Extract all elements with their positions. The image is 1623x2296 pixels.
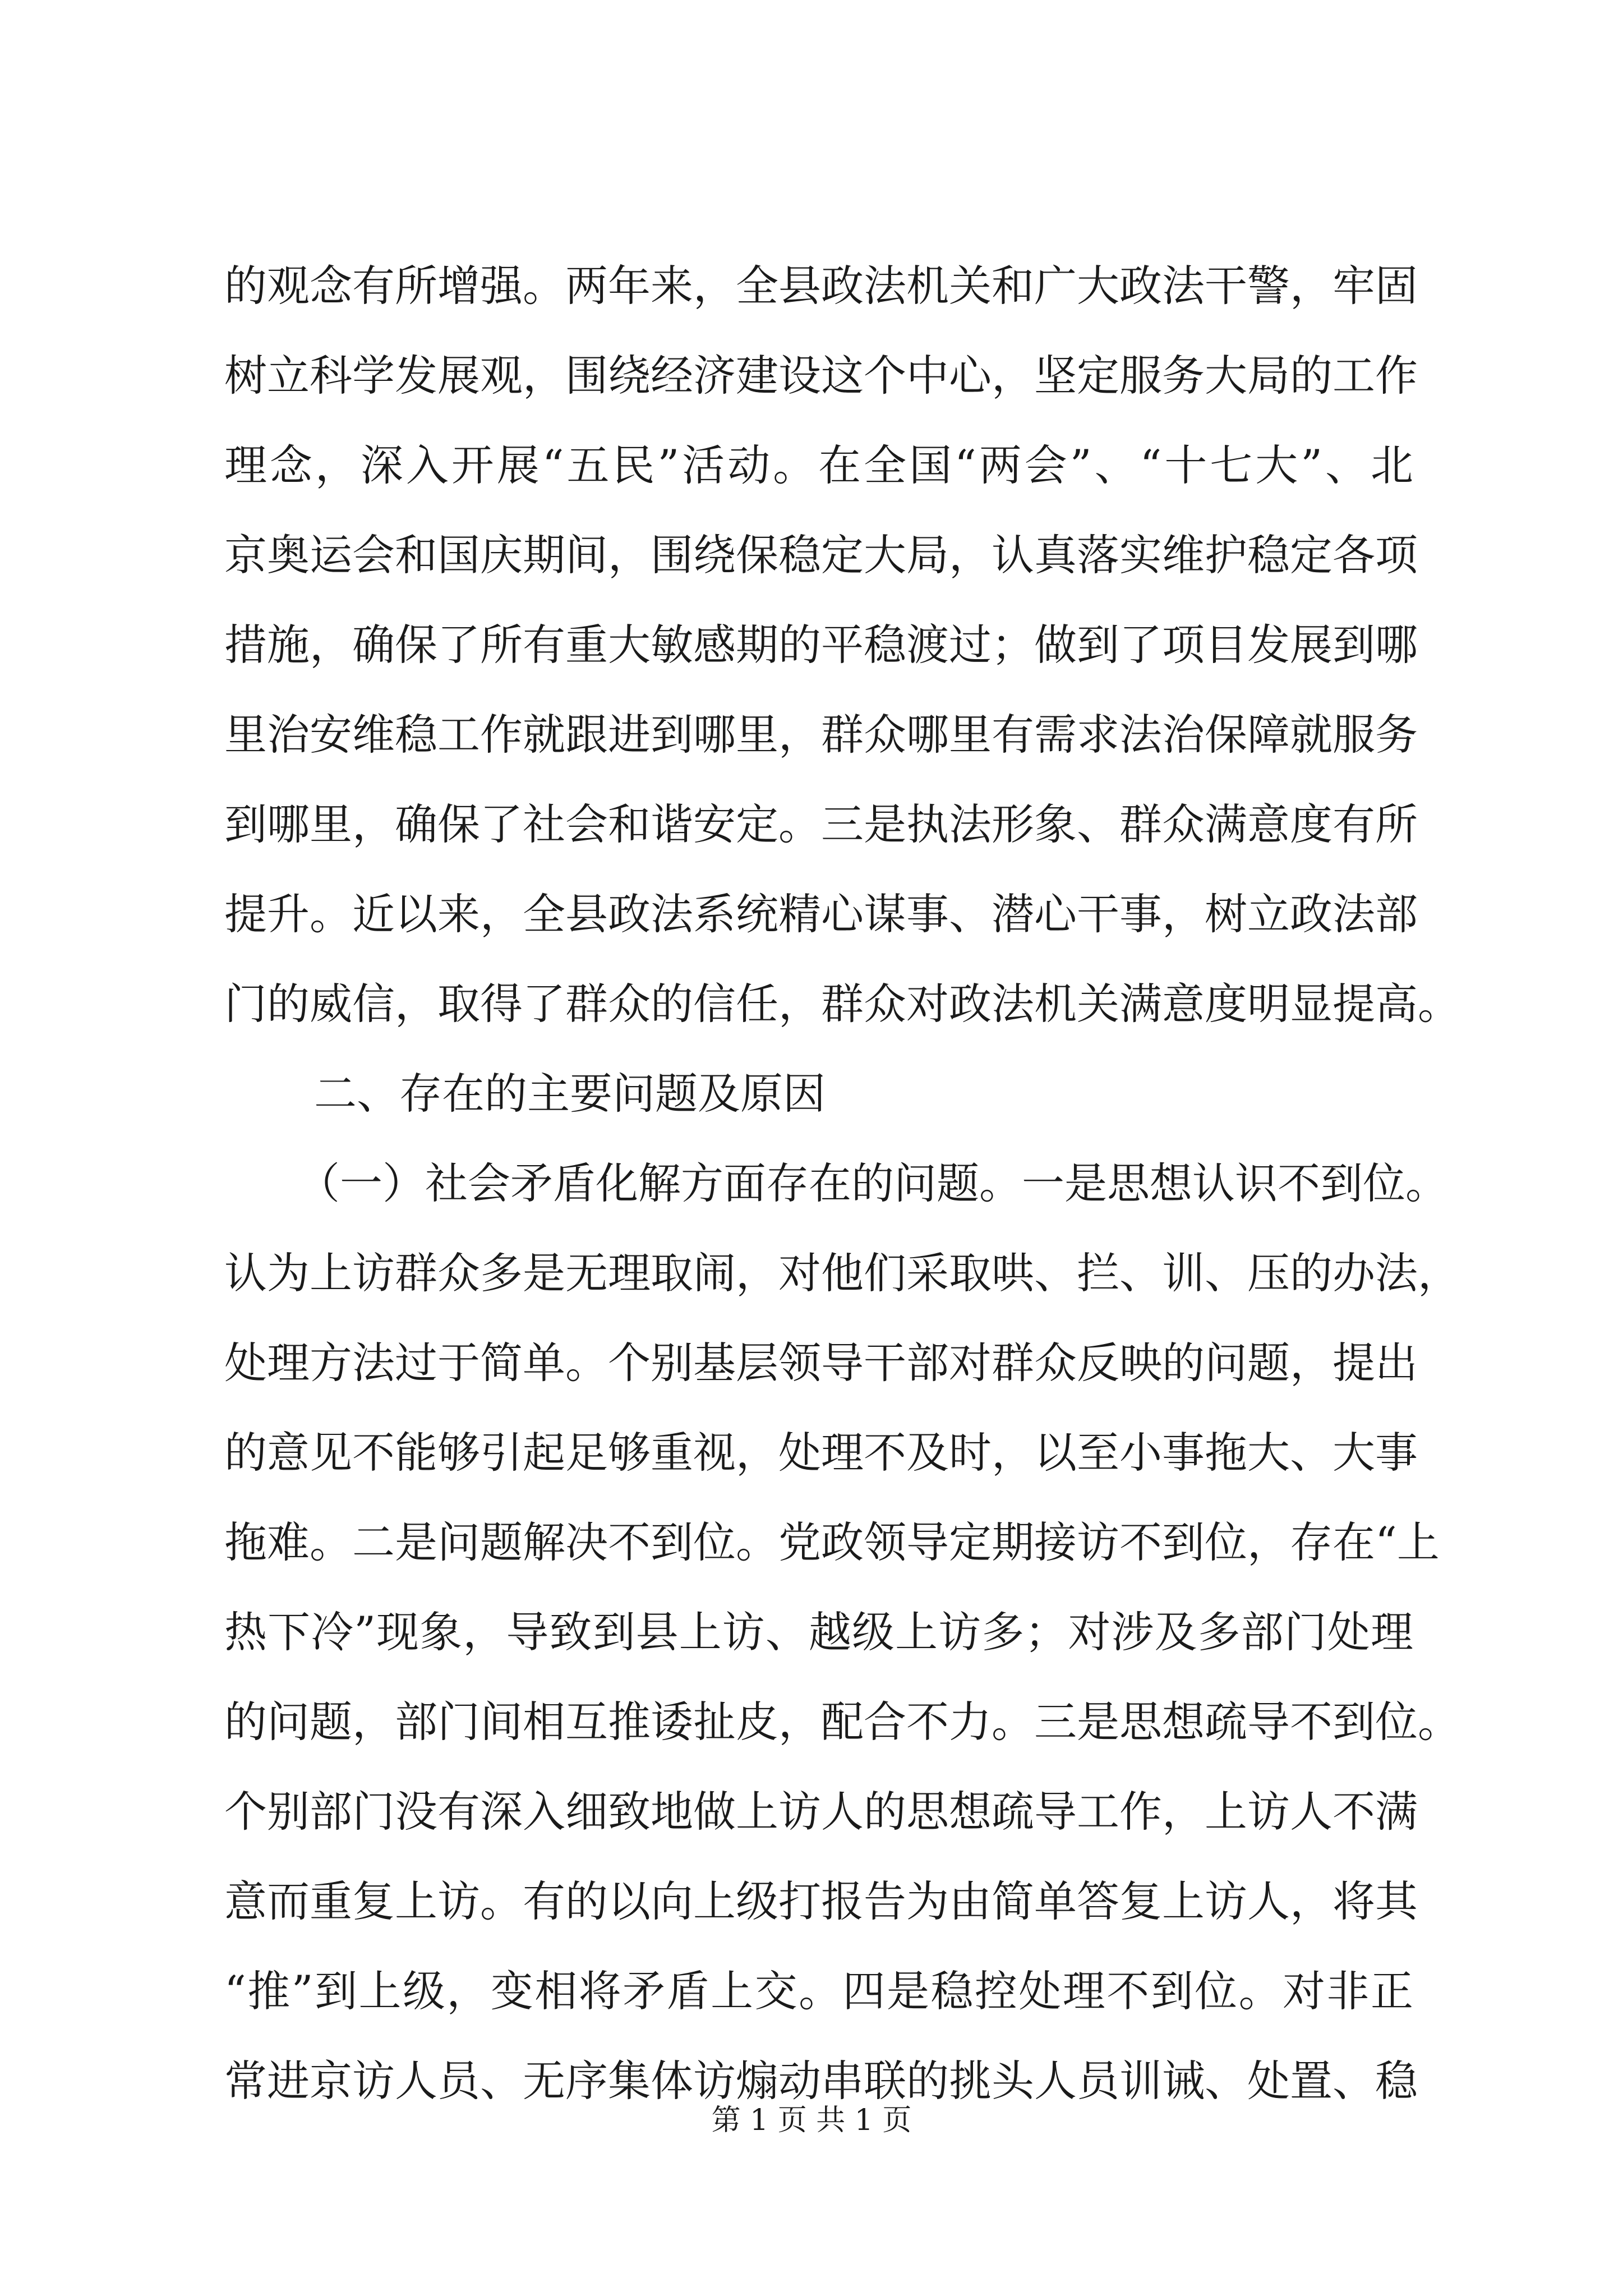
paragraph-line: 的问题，部门间相互推诿扯皮，配合不力。三是思想疏导不到位。	[224, 1697, 1460, 1747]
page-number-label: 第 1 页 共 1 页	[711, 2104, 912, 2137]
paragraph-line: 个别部门没有深入细致地做上访人的思想疏导工作，上访人不满	[224, 1787, 1418, 1837]
paragraph-line: 处理方法过于简单。个别基层领导干部对群众反映的问题，提出	[224, 1338, 1418, 1388]
paragraph-line: 认为上访群众多是无理取闹，对他们采取哄、拦、训、压的办法，	[224, 1248, 1460, 1298]
paragraph-line: 门的威信，取得了群众的信任，群众对政法机关满意度明显提高。	[224, 979, 1460, 1029]
paragraph-line: 到哪里，确保了社会和谐安定。三是执法形象、群众满意度有所	[224, 799, 1418, 849]
paragraph-line: 措施，确保了所有重大敏感期的平稳渡过；做到了项目发展到哪	[224, 620, 1418, 670]
section-heading: 二、存在的主要问题及原因	[314, 1069, 826, 1119]
paragraph-line: 的观念有所增强。两年来，全县政法机关和广大政法干警，牢固	[224, 261, 1418, 311]
paragraph-line: 常进京访人员、无序集体访煽动串联的挑头人员训诫、处置、稳	[224, 2056, 1418, 2106]
paragraph-line: 理念，深入开展“五民”活动。在全国“两会”、“十七大”、北	[224, 440, 1413, 490]
paragraph-line: 里治安维稳工作就跟进到哪里，群众哪里有需求法治保障就服务	[224, 710, 1418, 760]
paragraph-line: 热下冷”现象，导致到县上访、越级上访多；对涉及多部门处理	[224, 1607, 1413, 1657]
paragraph-line: 的意见不能够引起足够重视，处理不及时，以至小事拖大、大事	[224, 1428, 1418, 1478]
page-footer	[0, 2098, 1623, 2143]
paragraph-line: 树立科学发展观，围绕经济建设这个中心，坚定服务大局的工作	[224, 351, 1418, 401]
subsection-heading-line: （一）社会矛盾化解方面存在的问题。一是思想认识不到位。	[297, 1158, 1448, 1208]
paragraph-line: 提升。近以来，全县政法系统精心谋事、潜心干事，树立政法部	[224, 889, 1418, 939]
paragraph-line: “推”到上级，变相将矛盾上交。四是稳控处理不到位。对非正	[224, 1966, 1413, 2016]
paragraph-line: 京奥运会和国庆期间，围绕保稳定大局，认真落实维护稳定各项	[224, 530, 1418, 580]
paragraph-line: 拖难。二是问题解决不到位。党政领导定期接访不到位，存在“上	[224, 1517, 1440, 1567]
paragraph-line: 意而重复上访。有的以向上级打报告为由简单答复上访人，将其	[224, 1876, 1418, 1926]
